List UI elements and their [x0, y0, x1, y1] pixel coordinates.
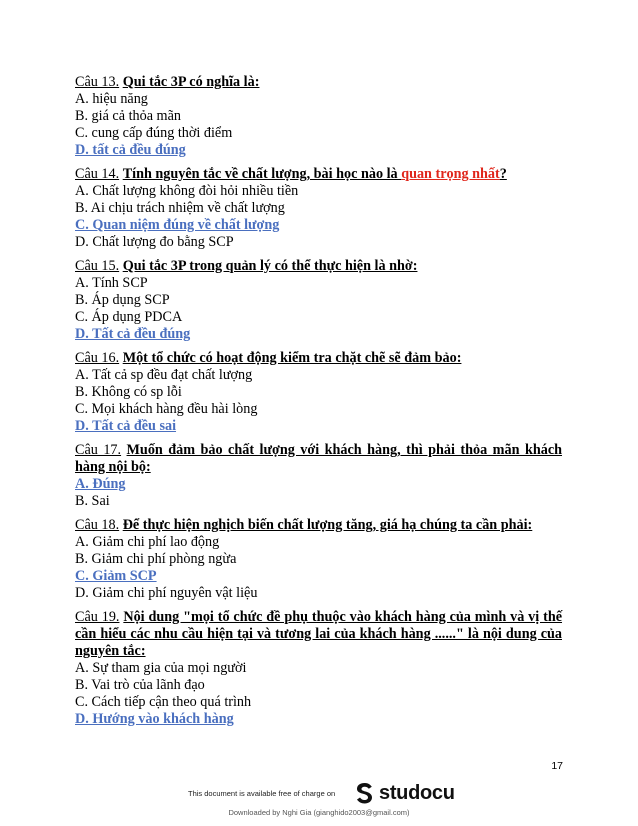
download-note: Downloaded by Nghi Gia (gianghido2003@gmail.com) — [228, 808, 410, 817]
question-number: Câu 18. — [75, 517, 120, 533]
studocu-logo[interactable] — [354, 781, 455, 805]
question-stem — [75, 609, 562, 660]
question-text: Qui tắc 3P trong quản lý có thể thực hiện là nhờ: — [122, 258, 418, 274]
question-stem — [75, 166, 562, 183]
option-b: B. Giảm chi phí phòng ngừa — [75, 551, 237, 567]
question-stem — [75, 350, 562, 367]
question-text: Một tổ chức có hoạt động kiểm tra chặt chẽ sẽ đảm bảo: — [122, 350, 462, 366]
option-b: B. giá cả thỏa mãn — [75, 108, 181, 124]
question-number: Câu 13. — [75, 74, 120, 90]
option-a: A. Sự tham gia của mọi người — [75, 660, 247, 676]
option-c: C. cung cấp đúng thời điểm — [75, 125, 233, 141]
option-d-correct: D. tất cả đều đúng — [75, 142, 186, 158]
question-stem — [75, 517, 562, 534]
option-c: C. Cách tiếp cận theo quá trình — [75, 694, 252, 710]
question-text: Nội dung "mọi tổ chức đề phụ thuộc vào khách hàng của mình và vị thế cần hiểu các nhu cầu hiện tại và tương lai của khách hàng ......" là nội dung của nguyên tắc: — [75, 609, 563, 659]
question-text: Để thực hiện nghịch biến chất lượng tăng, giá hạ chúng ta cần phải: — [122, 517, 533, 533]
page-number: 17 — [551, 760, 563, 772]
option-a: A. hiệu năng — [75, 91, 148, 107]
question-text-end: ? — [499, 166, 507, 182]
footer-note: This document is available free of charge on — [188, 789, 336, 798]
option-a: A. Chất lượng không đòi hỏi nhiều tiền — [75, 183, 299, 199]
option-a: A. Giảm chi phí lao động — [75, 534, 220, 550]
option-b: B. Ai chịu trách nhiệm về chất lượng — [75, 200, 285, 216]
question-15 — [75, 258, 562, 343]
option-d-correct: D. Tất cả đều sai — [75, 418, 177, 434]
question-13 — [75, 74, 562, 159]
question-list — [75, 74, 562, 735]
option-d-correct: D. Tất cả đều đúng — [75, 326, 191, 342]
option-c-correct: C. Giảm SCP — [75, 568, 157, 584]
option-d-correct: D. Hướng vào khách hàng — [75, 711, 234, 727]
question-stem — [75, 258, 562, 275]
option-a: A. Tất cả sp đều đạt chất lượng — [75, 367, 253, 383]
question-number: Câu 15. — [75, 258, 120, 274]
highlight-text: quan trọng nhất — [401, 166, 500, 182]
option-d: D. Chất lượng đo bằng SCP — [75, 234, 234, 250]
option-c: C. Mọi khách hàng đều hài lòng — [75, 401, 258, 417]
question-text: Tính nguyên tắc về chất lượng, bài học nào là — [122, 166, 402, 182]
question-18 — [75, 517, 562, 602]
question-text: Muốn đảm bảo chất lượng với khách hàng, thì phải thỏa mãn khách hàng nội bộ: — [75, 442, 563, 475]
question-19 — [75, 609, 562, 728]
option-b: B. Sai — [75, 493, 110, 509]
studocu-wordmark: studocu — [379, 781, 455, 804]
question-17 — [75, 442, 562, 510]
studocu-logo-icon — [354, 781, 376, 805]
question-stem — [75, 74, 562, 91]
option-d: D. Giảm chi phí nguyên vật liệu — [75, 585, 258, 601]
question-number: Câu 14. — [75, 166, 120, 182]
option-a-correct: A. Đúng — [75, 476, 126, 492]
question-number: Câu 19. — [75, 609, 120, 625]
question-14 — [75, 166, 562, 251]
option-b: B. Không có sp lỗi — [75, 384, 182, 400]
option-a: A. Tính SCP — [75, 275, 148, 291]
question-number: Câu 17. — [75, 442, 122, 458]
question-number: Câu 16. — [75, 350, 120, 366]
question-stem — [75, 442, 562, 476]
option-b: B. Áp dụng SCP — [75, 292, 170, 308]
option-c: C. Áp dụng PDCA — [75, 309, 183, 325]
question-16 — [75, 350, 562, 435]
option-b: B. Vai trò của lãnh đạo — [75, 677, 205, 693]
question-text: Qui tắc 3P có nghĩa là: — [122, 74, 260, 90]
option-c-correct: C. Quan niệm đúng về chất lượng — [75, 217, 280, 233]
